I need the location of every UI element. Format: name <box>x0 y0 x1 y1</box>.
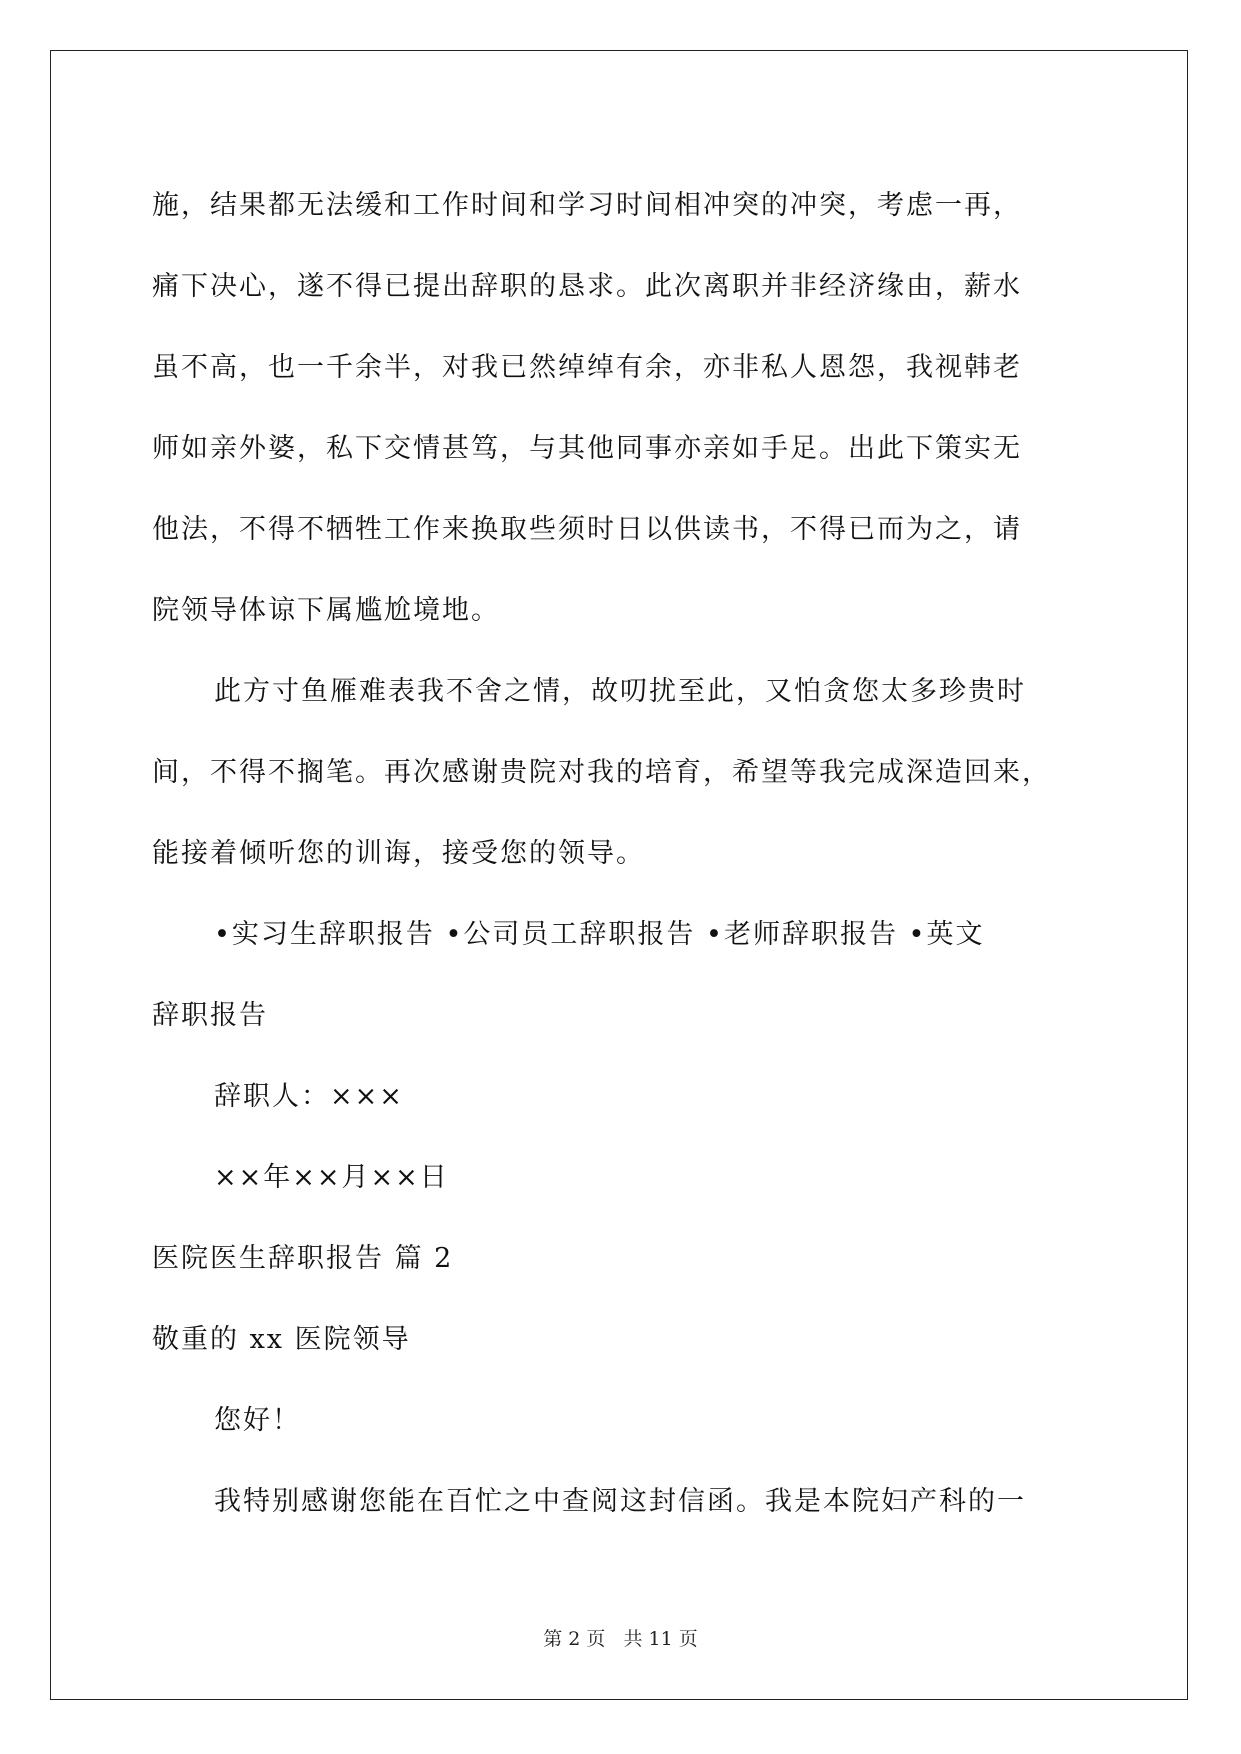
text-line: 痛下决心，遂不得已提出辞职的恳求。此次离职并非经济缘由，薪水 <box>152 271 1022 302</box>
text-line: 院领导体谅下属尴尬境地。 <box>152 595 500 626</box>
signature-line: 辞职人：××× <box>214 1081 404 1112</box>
text-line: 施，结果都无法缓和工作时间和学习时间相冲突的冲突，考虑一再， <box>152 190 1022 221</box>
related-links-line[interactable]: 辞职报告 <box>152 1000 268 1031</box>
related-links-line[interactable]: •实习生辞职报告 •公司员工辞职报告 •老师辞职报告 •英文 <box>214 919 985 950</box>
paragraph-start: 我特别感谢您能在百忙之中查阅这封信函。我是本院妇产科的一 <box>214 1486 1026 1517</box>
salutation: 敬重的 xx 医院领导 <box>152 1324 411 1355</box>
paragraph-start: 此方寸鱼雁难表我不舍之情，故叨扰至此，又怕贪您太多珍贵时 <box>214 676 1026 707</box>
document-body <box>152 165 1092 1542</box>
text-line: 能接着倾听您的训诲，接受您的领导。 <box>152 838 645 869</box>
page-number: 第 2 页 <box>543 1628 606 1650</box>
text-line: 虽不高，也一千余半，对我已然绰绰有余，亦非私人恩怨，我视韩老 <box>152 352 1022 383</box>
page-footer <box>0 1624 1241 1651</box>
section-heading: 医院医生辞职报告 篇 2 <box>152 1243 454 1274</box>
page-total: 共 11 页 <box>623 1628 698 1650</box>
text-line: 间，不得不搁笔。再次感谢贵院对我的培育，希望等我完成深造回来， <box>152 757 1051 788</box>
greeting: 您好！ <box>214 1405 301 1436</box>
date-line: ××年××月××日 <box>214 1162 449 1193</box>
text-line: 他法，不得不牺牲工作来换取些须时日以供读书，不得已而为之，请 <box>152 514 1022 545</box>
text-line: 师如亲外婆，私下交情甚笃，与其他同事亦亲如手足。出此下策实无 <box>152 433 1022 464</box>
